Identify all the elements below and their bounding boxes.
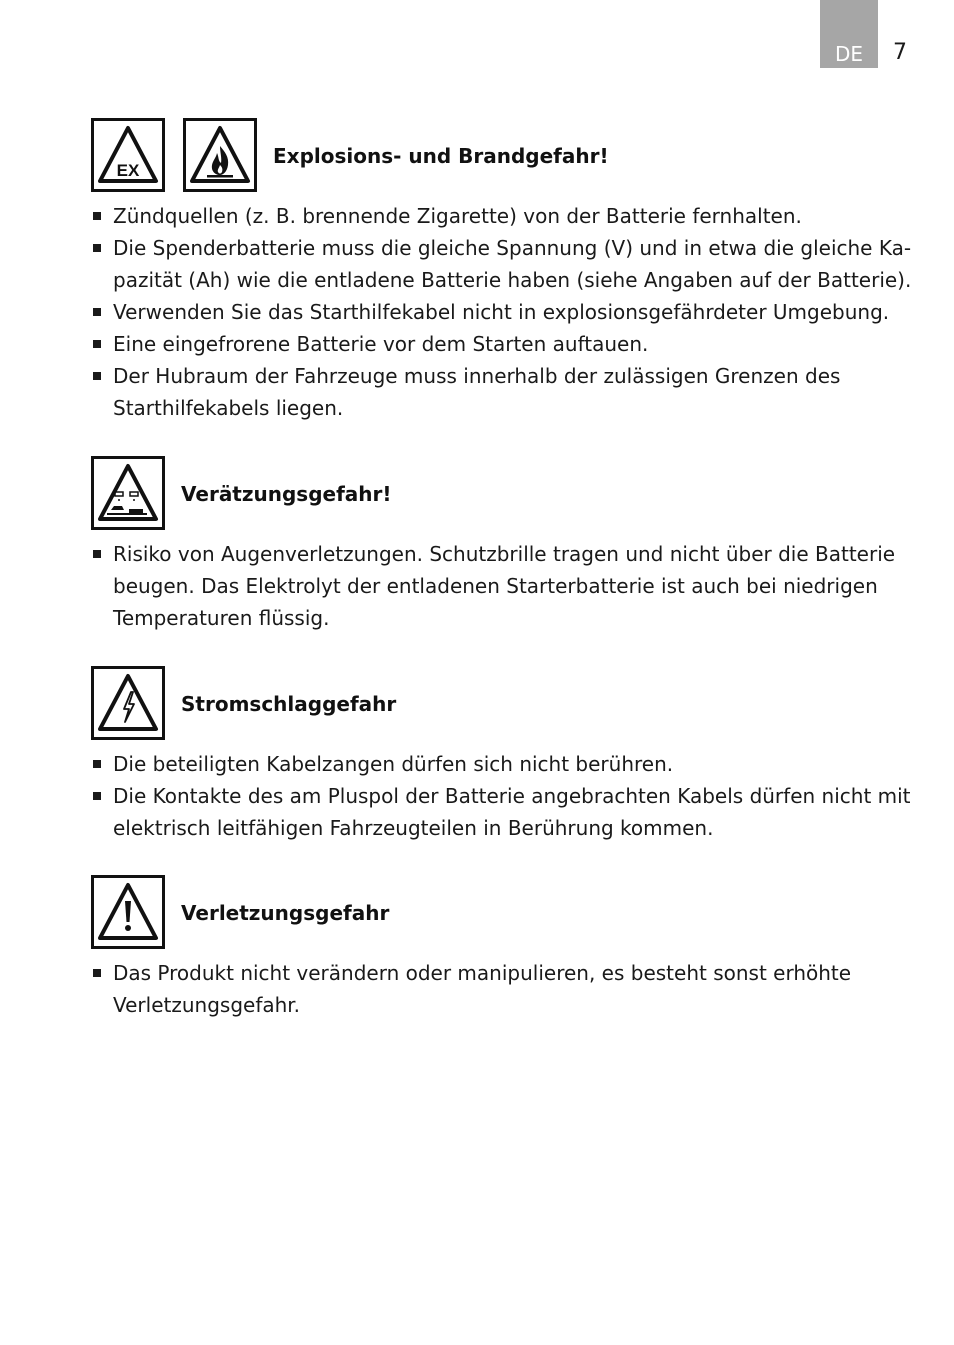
language-label: DE bbox=[834, 42, 864, 66]
section-header bbox=[90, 875, 920, 951]
section-explosion-fire bbox=[90, 118, 920, 420]
list-item: Das Produkt nicht verändern oder manipulieren, es besteht sonst erhöhte Verletzungsgefahr. bbox=[90, 957, 920, 1021]
section-title: Verletzungsgefahr bbox=[181, 901, 390, 925]
hazard-list bbox=[90, 200, 920, 424]
section-title: Stromschlaggefahr bbox=[181, 692, 397, 716]
list-item: Die Spenderbatterie muss die gleiche Spannung (V) und in etwa die gleiche Kapazität (Ah) wie die entladene Batterie haben (siehe Angaben auf der Batterie). bbox=[90, 232, 920, 296]
section-injury bbox=[90, 875, 920, 1017]
hazard-list bbox=[90, 538, 920, 634]
explosion-ex-warning-icon bbox=[91, 118, 165, 192]
section-corrosion bbox=[90, 456, 920, 630]
electric-shock-warning-icon bbox=[91, 666, 165, 740]
section-title: Explosions- und Brandgefahr! bbox=[273, 144, 609, 168]
page-number: 7 bbox=[893, 40, 907, 65]
section-title: Verätzungsgefahr! bbox=[181, 482, 392, 506]
hazard-list bbox=[90, 748, 920, 844]
list-item: Zündquellen (z. B. brennende Zigarette) von der Batterie fernhalten. bbox=[90, 200, 920, 232]
general-warning-icon bbox=[91, 875, 165, 949]
list-item: Eine eingefrorene Batterie vor dem Starten auftauen. bbox=[90, 328, 920, 360]
list-item: Der Hubraum der Fahrzeuge muss innerhalb der zulässigen Grenzen des Starthilfekabels liegen. bbox=[90, 360, 920, 424]
section-header bbox=[90, 456, 920, 532]
section-header bbox=[90, 118, 920, 194]
flammable-fire-warning-icon bbox=[183, 118, 257, 192]
list-item: Risiko von Augenverletzungen. Schutzbrille tragen und nicht über die Batterie beugen. Das Elektrolyt der entladenen Starterbatterie ist auch bei niedrigen Temperaturen flüssig. bbox=[90, 538, 920, 634]
list-item: Die Kontakte des am Pluspol der Batterie angebrachten Kabels dürfen nicht mit elektrisch leitfähigen Fahrzeugteilen in Berührung kommen. bbox=[90, 780, 920, 844]
section-header bbox=[90, 666, 920, 742]
ex-label: EX bbox=[116, 161, 140, 180]
language-tab bbox=[820, 0, 878, 68]
section-electric-shock bbox=[90, 666, 920, 840]
list-item: Verwenden Sie das Starthilfekabel nicht in explosionsgefährdeter Umgebung. bbox=[90, 296, 920, 328]
list-item: Die beteiligten Kabelzangen dürfen sich nicht berühren. bbox=[90, 748, 920, 780]
hazard-list bbox=[90, 957, 920, 1021]
corrosive-warning-icon bbox=[91, 456, 165, 530]
